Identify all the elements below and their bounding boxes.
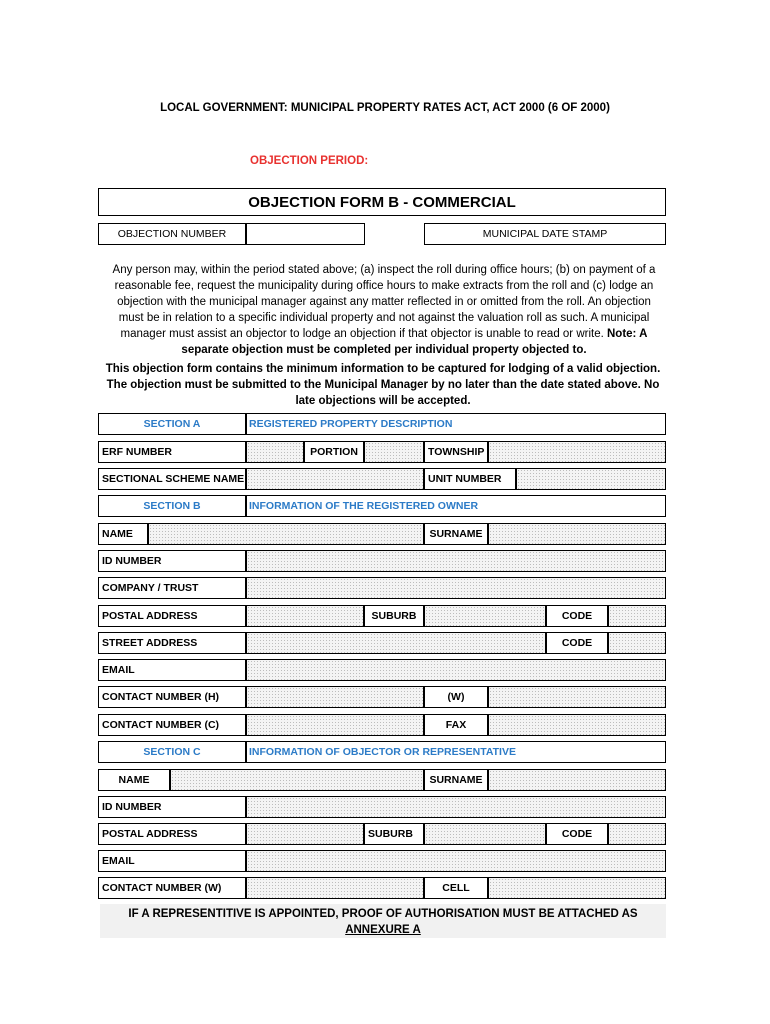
unit-number-field[interactable] <box>516 468 666 490</box>
objector-name-field[interactable] <box>170 769 424 791</box>
objector-postal-code-field[interactable] <box>608 823 666 845</box>
intro-paragraph <box>104 262 664 358</box>
section-c-title: INFORMATION OF OBJECTOR OR REPRESENTATIVE <box>246 741 666 763</box>
owner-id-row <box>98 550 666 572</box>
objector-contact-row <box>98 877 666 899</box>
owner-postal-code-label: CODE <box>546 605 608 627</box>
owner-postal-code-field[interactable] <box>608 605 666 627</box>
section-b-label: SECTION B <box>98 495 246 517</box>
objection-number-field[interactable] <box>246 223 365 245</box>
owner-contact-h-row <box>98 686 666 708</box>
submission-notice: This objection form contains the minimum information to be captured for lodging of a valid objection. The objection must be submitted to the Municipal Manager by no later than the date stated above. No late objections will be accepted. <box>105 363 661 407</box>
objector-postal-code-label: CODE <box>546 823 608 845</box>
owner-email-field[interactable] <box>246 659 666 681</box>
objector-cell-label: CELL <box>424 877 488 899</box>
owner-name-label: NAME <box>98 523 148 545</box>
section-a-title: REGISTERED PROPERTY DESCRIPTION <box>246 413 666 435</box>
objector-suburb-field[interactable] <box>424 823 546 845</box>
owner-contact-c-field[interactable] <box>246 714 424 736</box>
objector-email-label: EMAIL <box>98 850 246 872</box>
objector-suburb-label: SUBURB <box>364 823 424 845</box>
township-label: TOWNSHIP <box>424 441 488 463</box>
owner-email-row <box>98 659 666 681</box>
owner-postal-row <box>98 605 666 627</box>
owner-suburb-label: SUBURB <box>364 605 424 627</box>
objection-number-label: OBJECTION NUMBER <box>98 223 246 245</box>
owner-street-address-field[interactable] <box>246 632 546 654</box>
objector-surname-field[interactable] <box>488 769 666 791</box>
section-b-header <box>98 495 666 517</box>
owner-suburb-field[interactable] <box>424 605 546 627</box>
objector-name-label: NAME <box>98 769 170 791</box>
owner-contact-c-row <box>98 714 666 736</box>
form-title: OBJECTION FORM B - COMMERCIAL <box>98 188 666 216</box>
owner-street-address-label: STREET ADDRESS <box>98 632 246 654</box>
objector-name-row <box>98 769 666 791</box>
owner-contact-w-label: (W) <box>424 686 488 708</box>
owner-postal-address-label: POSTAL ADDRESS <box>98 605 246 627</box>
municipal-date-stamp: MUNICIPAL DATE STAMP <box>424 223 666 245</box>
annexure-label: ANNEXURE A <box>345 924 421 936</box>
unit-number-label: UNIT NUMBER <box>424 468 516 490</box>
objector-contact-w-field[interactable] <box>246 877 424 899</box>
intro-note: Note: A separate objection must be completed per individual property objected to. <box>181 328 648 356</box>
objector-id-row <box>98 796 666 818</box>
owner-street-row <box>98 632 666 654</box>
objector-postal-address-label: POSTAL ADDRESS <box>98 823 246 845</box>
objector-id-number-field[interactable] <box>246 796 666 818</box>
owner-contact-h-field[interactable] <box>246 686 424 708</box>
erf-number-field[interactable] <box>246 441 304 463</box>
owner-name-row <box>98 523 666 545</box>
section-c-header <box>98 741 666 763</box>
sectional-scheme-name-field[interactable] <box>246 468 424 490</box>
objector-email-row <box>98 850 666 872</box>
section-b-title: INFORMATION OF THE REGISTERED OWNER <box>246 495 666 517</box>
objection-period-label: OBJECTION PERIOD: <box>250 155 369 167</box>
section-a-header <box>98 413 666 435</box>
sectional-scheme-name-label: SECTIONAL SCHEME NAME <box>98 468 246 490</box>
owner-street-code-label: CODE <box>546 632 608 654</box>
owner-fax-label: FAX <box>424 714 488 736</box>
owner-id-number-field[interactable] <box>246 550 666 572</box>
company-trust-field[interactable] <box>246 577 666 599</box>
erf-number-label: ERF NUMBER <box>98 441 246 463</box>
objector-surname-label: SURNAME <box>424 769 488 791</box>
owner-id-number-label: ID NUMBER <box>98 550 246 572</box>
intro-text: Any person may, within the period stated above; (a) inspect the roll during office hours; (b) on payment of a reasonable fee, request the municipality during office hours to make extracts from the roll and (c) lodge an objection with the municipal manager against any matter reflected in or omitted from the roll. An objection must be in relation to a specific individual property and not against the valuation roll as such. A municipal manager must assist an objector to lodge an objection if that objector is unable to read or write. <box>112 264 656 340</box>
owner-postal-address-field[interactable] <box>246 605 364 627</box>
owner-surname-field[interactable] <box>488 523 666 545</box>
owner-contact-w-field[interactable] <box>488 686 666 708</box>
act-title: LOCAL GOVERNMENT: MUNICIPAL PROPERTY RATES ACT, ACT 2000 (6 OF 2000) <box>160 102 610 114</box>
owner-email-label: EMAIL <box>98 659 246 681</box>
objector-email-field[interactable] <box>246 850 666 872</box>
objector-id-number-label: ID NUMBER <box>98 796 246 818</box>
objector-postal-address-field[interactable] <box>246 823 364 845</box>
owner-name-field[interactable] <box>148 523 424 545</box>
section-c-label: SECTION C <box>98 741 246 763</box>
erf-row <box>98 441 666 463</box>
company-trust-row <box>98 577 666 599</box>
owner-surname-label: SURNAME <box>424 523 488 545</box>
sectional-scheme-row <box>98 468 666 490</box>
owner-contact-c-label: CONTACT NUMBER (C) <box>98 714 246 736</box>
objector-contact-w-label: CONTACT NUMBER (W) <box>98 877 246 899</box>
objector-cell-field[interactable] <box>488 877 666 899</box>
owner-street-code-field[interactable] <box>608 632 666 654</box>
section-a-label: SECTION A <box>98 413 246 435</box>
authorisation-text: IF A REPRESENTITIVE IS APPOINTED, PROOF OF AUTHORISATION MUST BE ATTACHED AS <box>128 908 638 920</box>
owner-contact-h-label: CONTACT NUMBER (H) <box>98 686 246 708</box>
objector-postal-row <box>98 823 666 845</box>
owner-fax-field[interactable] <box>488 714 666 736</box>
portion-label: PORTION <box>304 441 364 463</box>
authorisation-notice <box>100 904 666 938</box>
company-trust-label: COMPANY / TRUST <box>98 577 246 599</box>
portion-field[interactable] <box>364 441 424 463</box>
township-field[interactable] <box>488 441 666 463</box>
